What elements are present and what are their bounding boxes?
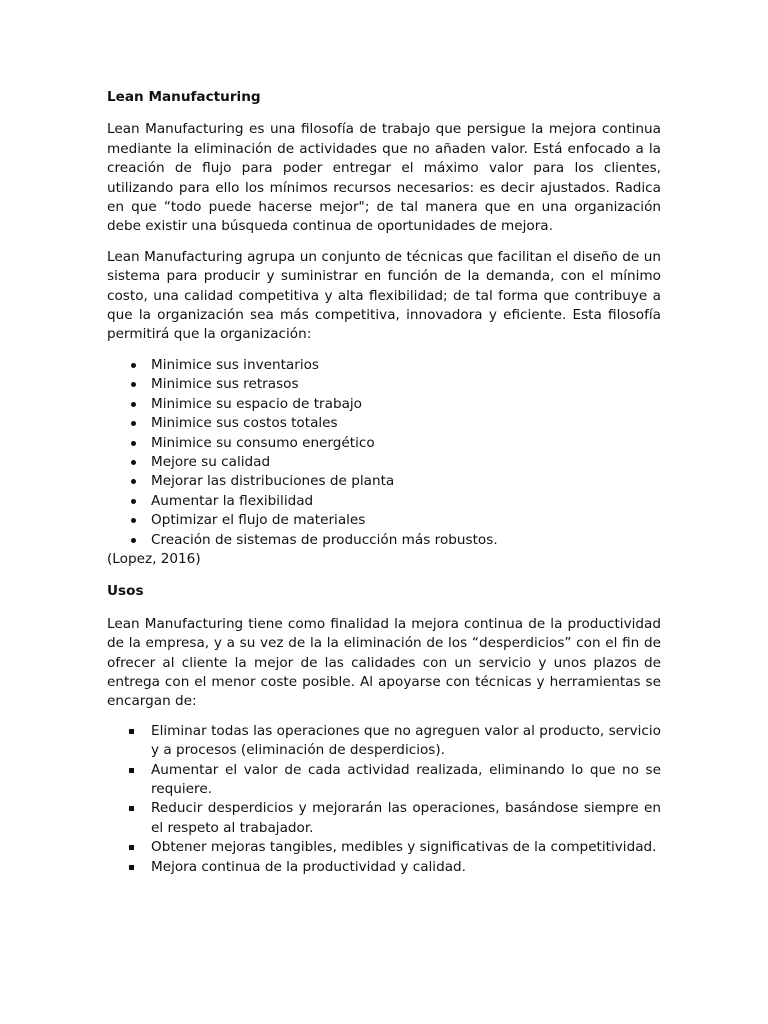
list-item: Reducir desperdicios y mejorarán las operaciones, basándose siempre en el respeto al trabajador.: [107, 799, 661, 838]
document-title: Lean Manufacturing: [107, 89, 261, 105]
list-item: Mejorar las distribuciones de planta: [107, 472, 661, 491]
list-item: Mejora continua de la productividad y calidad.: [107, 858, 661, 877]
list-item: Optimizar el flujo de materiales: [107, 511, 661, 530]
section-title-usos: Usos: [107, 583, 144, 600]
bullet-icon: [131, 363, 136, 368]
intro-paragraph: Lean Manufacturing es una filosofía de trabajo que persigue la mejora continua mediante la eliminación de actividades que no añaden valor. Está enfocado a la creación de flujo para poder entregar el máximo valor para los clientes, utilizando para ello los mínimos recursos necesarios: es decir ajustados. Radica en que “todo puede hacerse mejor"; de tal manera que en una organización debe existir una búsqueda continua de oportunidades de mejora.: [107, 121, 661, 235]
bullet-icon: [131, 441, 136, 446]
bullet-icon: [131, 499, 136, 504]
list-item: Obtener mejoras tangibles, medibles y significativas de la competitividad.: [107, 838, 661, 857]
bullet-icon: [131, 421, 136, 426]
benefits-list: [107, 356, 661, 550]
list-item: Minimice sus inventarios: [107, 356, 661, 375]
bullet-icon: [131, 460, 136, 465]
list-item: Minimice su consumo energético: [107, 434, 661, 453]
techniques-paragraph: Lean Manufacturing agrupa un conjunto de técnicas que facilitan el diseño de un sistema para producir y suministrar en función de la demanda, con el mínimo costo, una calidad competitiva y alta flexibilidad; de tal forma que contribuye a que la organización sea más competitiva, innovadora y eficiente. Esta filosofía permitirá que la organización:: [107, 248, 661, 343]
square-bullet-icon: [129, 806, 134, 811]
bullet-icon: [131, 479, 136, 484]
list-item: Creación de sistemas de producción más robustos.: [107, 531, 661, 550]
uses-list: [107, 722, 661, 877]
list-item: Aumentar el valor de cada actividad realizada, eliminando lo que no se requiere.: [107, 761, 661, 800]
list-item: Mejore su calidad: [107, 453, 661, 472]
list-item: Eliminar todas las operaciones que no agreguen valor al producto, servicio y a procesos (eliminación de desperdicios).: [107, 722, 661, 761]
square-bullet-icon: [129, 865, 134, 870]
square-bullet-icon: [129, 845, 134, 850]
document-page: [107, 88, 661, 877]
list-item: Minimice sus costos totales: [107, 414, 661, 433]
list-item: Aumentar la flexibilidad: [107, 492, 661, 511]
bullet-icon: [131, 518, 136, 523]
list-item: Minimice su espacio de trabajo: [107, 395, 661, 414]
citation: (Lopez, 2016): [107, 550, 201, 567]
bullet-icon: [131, 382, 136, 387]
bullet-icon: [131, 402, 136, 407]
list-item: Minimice sus retrasos: [107, 375, 661, 394]
usos-paragraph: Lean Manufacturing tiene como finalidad la mejora continua de la productividad de la empresa, y a su vez de la la eliminación de los “desperdicios” con el fin de ofrecer al cliente la mejor de las calidades con un servicio y unos plazos de entrega con el menor coste posible. Al apoyarse con técnicas y herramientas se encargan de:: [107, 615, 661, 710]
square-bullet-icon: [129, 729, 134, 734]
bullet-icon: [131, 538, 136, 543]
square-bullet-icon: [129, 768, 134, 773]
